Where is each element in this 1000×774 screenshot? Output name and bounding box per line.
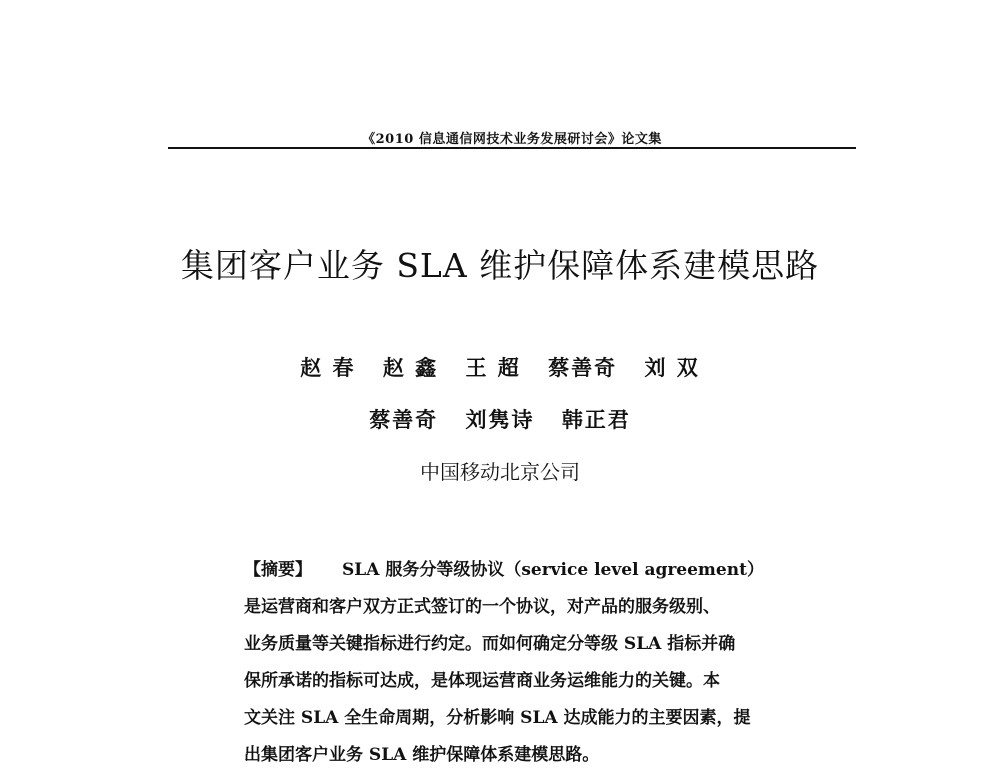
- author-name: 赵 鑫: [382, 355, 439, 380]
- author-name: 韩正君: [561, 407, 631, 432]
- paper-title: 集团客户业务 SLA 维护保障体系建模思路: [180, 246, 820, 285]
- abstract: [244, 552, 784, 774]
- abstract-line: 出集团客户业务 SLA 维护保障体系建模思路。: [244, 745, 600, 765]
- author-name: 蔡善奇: [369, 407, 439, 432]
- abstract-line: 文关注 SLA 全生命周期，分析影响 SLA 达成能力的主要因素，提: [244, 708, 751, 728]
- abstract-text: SLA 服务分等级协议（service level agreement）: [342, 560, 764, 580]
- author-name: 蔡善奇: [548, 355, 618, 380]
- author-name: 刘 双: [644, 355, 700, 380]
- abstract-line: 业务质量等关键指标进行约定。而如何确定分等级 SLA 指标并确: [244, 634, 736, 654]
- running-header: 《2010 信息通信网技术业务发展研讨会》论文集: [362, 132, 662, 147]
- author-name: 刘隽诗: [465, 407, 535, 432]
- author-list-row-1: [0, 352, 1000, 382]
- author-name: 赵 春: [300, 355, 356, 380]
- abstract-line: 是运营商和客户双方正式签订的一个协议，对产品的服务级别、: [244, 597, 720, 617]
- author-list-row-2: [0, 404, 1000, 434]
- abstract-line: [244, 552, 784, 589]
- abstract-label: 【摘要】: [244, 560, 312, 580]
- author-name: 王 超: [465, 355, 521, 380]
- abstract-line: 保所承诺的指标可达成，是体现运营商业务运维能力的关键。本: [244, 671, 720, 691]
- header-rule: [168, 147, 856, 149]
- affiliation: 中国移动北京公司: [420, 460, 580, 484]
